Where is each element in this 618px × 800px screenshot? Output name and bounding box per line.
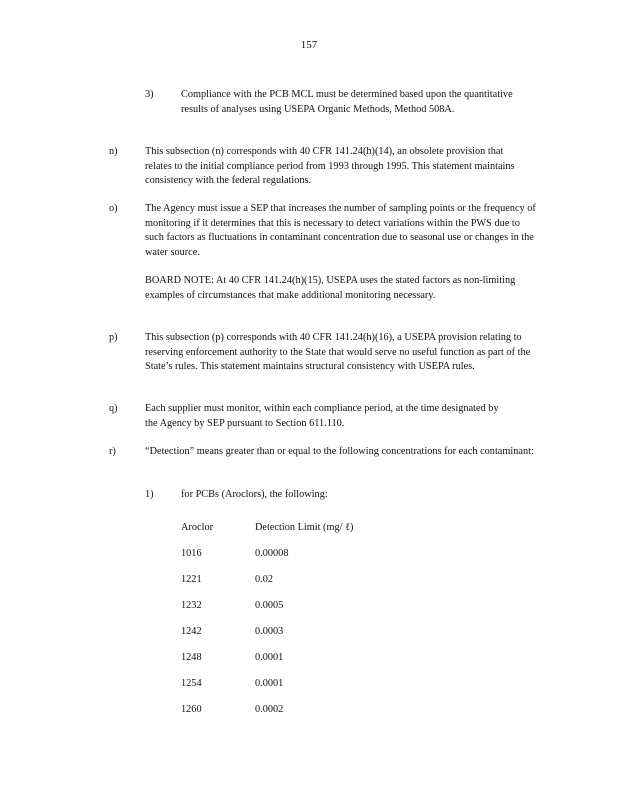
aroclor-cell: 1232 [181,600,202,611]
item-n-label: n) [109,146,118,157]
limit-cell: 0.0005 [255,600,284,611]
limit-cell: 0.0001 [255,652,284,663]
item-r-label: r) [109,446,116,457]
table-header-row [181,521,421,535]
aroclor-cell: 1016 [181,548,202,559]
item-r-1-label: 1) [145,489,154,500]
item-p-text: This subsection (p) corresponds with 40 CFR 141.24(h)(16), a USEPA provision relating to reserving enforcement authority to the State that would serve no useful function as part of the State’s rules. This statement maintains structural consistency with USEPA rules. [145,332,531,372]
item-p-label: p) [109,332,118,343]
item-r-text: “Detection” means greater than or equal to the following concentrations for each contaminant: [145,446,534,457]
item-q-text: Each supplier must monitor, within each compliance period, at the time designated by the Agency by SEP pursuant to Section 611.110. [145,403,499,429]
item-3-text: Compliance with the PCB MCL must be determined based upon the quantitative results of analyses using USEPA Organic Methods, Method 508A. [181,89,513,115]
header-aroclor: Aroclor [181,522,214,533]
item-3-label: 3) [145,89,154,100]
table-row [181,547,421,561]
table-row [181,703,421,717]
aroclor-cell: 1221 [181,574,202,585]
item-o-text: The Agency must issue a SEP that increases the number of sampling points or the frequency of monitoring if it determines that this is necessary to detect variations within the PWS due to such factors as fluctuations in contaminant concentration due to seasonal use or changes in the water source. [145,203,536,258]
item-r-1-text: for PCBs (Aroclors), the following: [181,489,328,500]
table-row [181,625,421,639]
header-detection-limit: Detection Limit (mg/ ℓ) [255,522,354,533]
limit-cell: 0.00008 [255,548,289,559]
aroclor-cell: 1242 [181,626,202,637]
item-n-text: This subsection (n) corresponds with 40 CFR 141.24(h)(14), an obsolete provision that relates to the initial compliance period from 1993 through 1995. This statement maintains consistency with the federal regulations. [145,146,515,186]
board-note: BOARD NOTE: At 40 CFR 141.24(h)(15), USEPA uses the stated factors as non-limiting examples of circumstances that make additional monitoring necessary. [145,275,516,301]
table-row [181,573,421,587]
table-row [181,677,421,691]
table-row [181,599,421,613]
aroclor-cell: 1254 [181,678,202,689]
limit-cell: 0.02 [255,574,274,585]
item-o-label: o) [109,203,118,214]
aroclor-cell: 1248 [181,652,202,663]
table-row [181,651,421,665]
limit-cell: 0.0002 [255,704,284,715]
limit-cell: 0.0001 [255,678,284,689]
page-number: 157 [300,39,318,51]
aroclor-cell: 1260 [181,704,202,715]
limit-cell: 0.0003 [255,626,284,637]
item-q-label: q) [109,403,118,414]
